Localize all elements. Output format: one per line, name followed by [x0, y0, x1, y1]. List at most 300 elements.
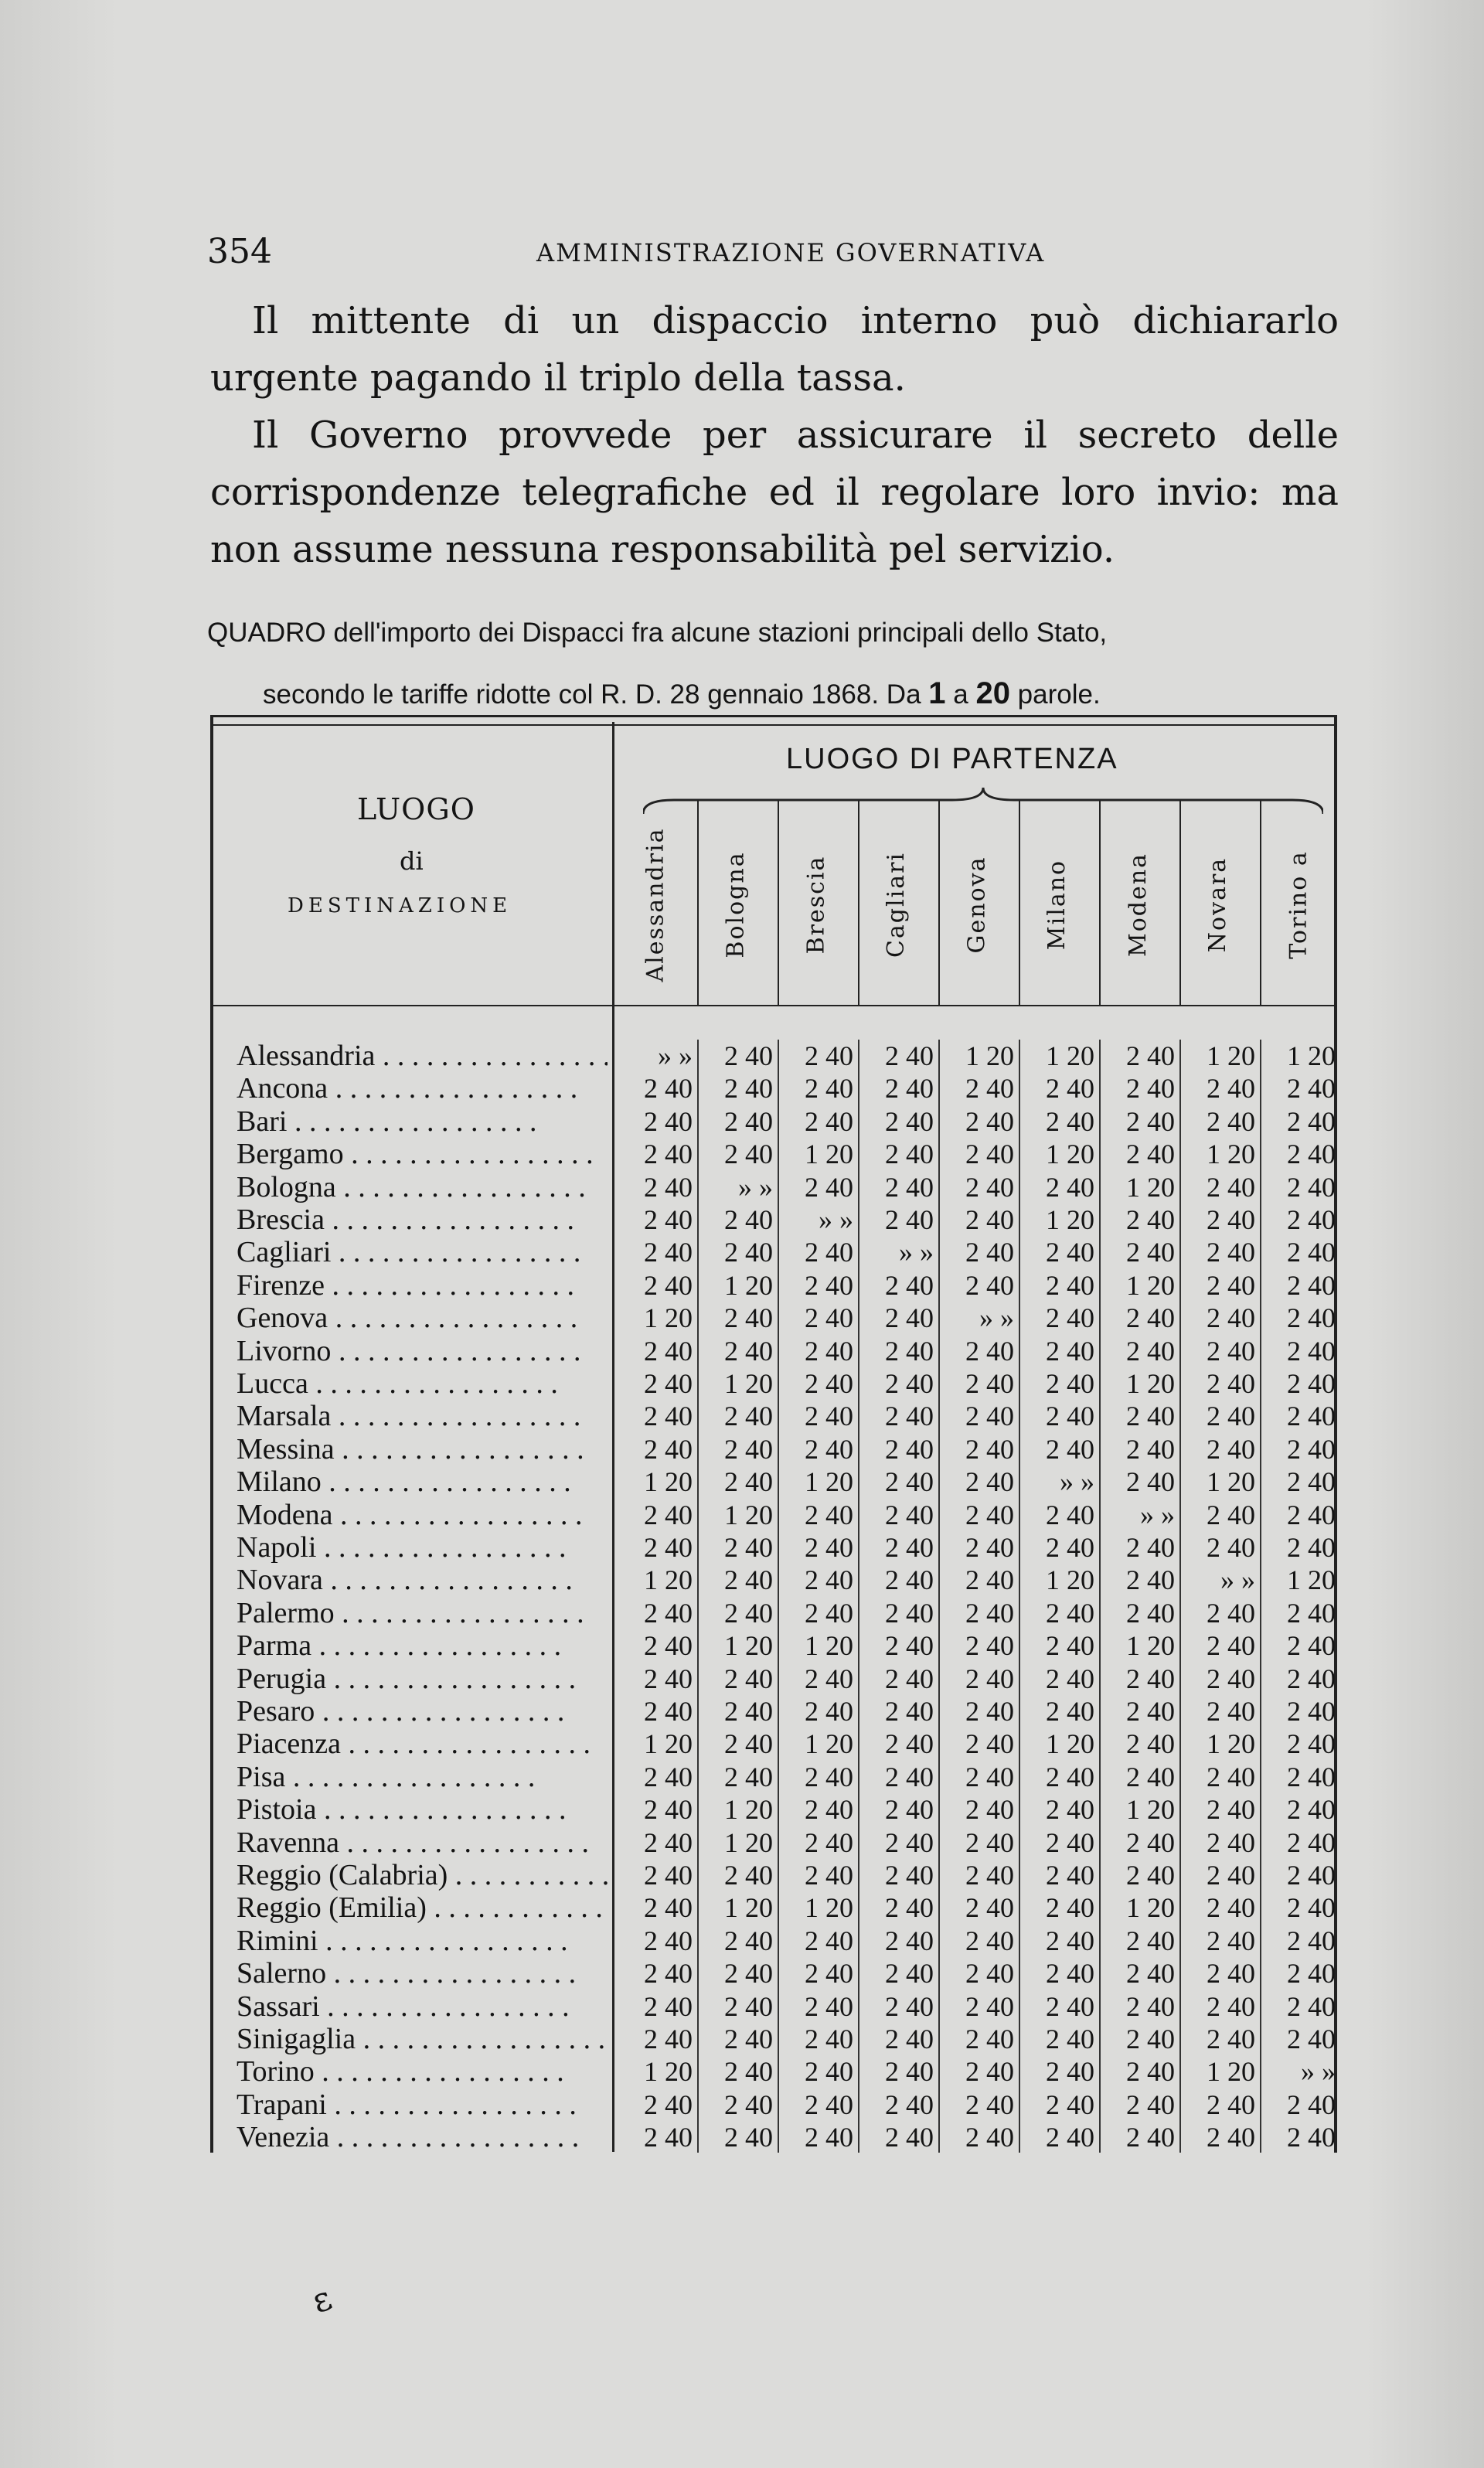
tariff-cell: 2 40 [885, 2122, 934, 2153]
tariff-cell: 2 40 [805, 1826, 853, 1858]
tariff-cell: 2 40 [1046, 1990, 1094, 2022]
tariff-cell: 2 40 [885, 1532, 934, 1563]
destination-name: Lucca . . . [237, 1367, 608, 1400]
column-header-label: Modena [1124, 852, 1152, 957]
tariff-cell: 1 20 [805, 1728, 853, 1760]
tariff-cell: 2 40 [1126, 1040, 1175, 1071]
tariff-cell: 2 40 [1287, 1728, 1336, 1760]
tariff-cell: 2 40 [885, 1958, 934, 1990]
tariff-cell: 2 40 [1126, 1139, 1175, 1170]
tariff-cell: 1 20 [724, 1269, 773, 1301]
tariff-cell: 2 40 [1287, 1466, 1336, 1498]
tariff-cell: 2 40 [805, 1302, 853, 1334]
destination-name: Cagliari . . . [237, 1236, 608, 1268]
tariff-cell: 2 40 [1287, 1630, 1336, 1662]
tariff-cell: 2 40 [1046, 1499, 1094, 1530]
tariff-cell: » » [658, 1040, 693, 1071]
tariff-cell: 2 40 [1046, 1368, 1094, 1399]
tariff-cell: 2 40 [805, 1499, 853, 1530]
tariff-cell: 2 40 [885, 1499, 934, 1530]
tariff-cell: 1 20 [1207, 1139, 1255, 1170]
tariff-cell: 2 40 [805, 1958, 853, 1990]
column-header [1179, 808, 1257, 1001]
tariff-cell: 2 40 [644, 1532, 693, 1563]
tariff-cell: 2 40 [805, 1433, 853, 1465]
tariff-cell: 2 40 [724, 1925, 773, 1956]
tariff-cell: 2 40 [1046, 1237, 1094, 1268]
tariff-cell: 2 40 [805, 1368, 853, 1399]
table-row [210, 1663, 1337, 1695]
tariff-cell: 2 40 [1207, 1433, 1255, 1465]
tariff-cell: 2 40 [644, 1269, 693, 1301]
tariff-cell: 2 40 [644, 1860, 693, 1891]
tariff-cell: 2 40 [1126, 1958, 1175, 1990]
tariff-cell: 2 40 [1126, 1433, 1175, 1465]
tariff-cell: 2 40 [644, 1073, 693, 1105]
tariff-cell: 2 40 [724, 1105, 773, 1137]
tariff-cell: 2 40 [1046, 1171, 1094, 1203]
tariff-cell: 2 40 [885, 1302, 934, 1334]
tariff-cell: 2 40 [724, 1139, 773, 1170]
tariff-cell: 2 40 [1046, 1532, 1094, 1563]
tariff-cell: 2 40 [1207, 1302, 1255, 1334]
tariff-cell: 2 40 [1287, 1269, 1336, 1301]
destination-name: Piacenza . . . [237, 1728, 608, 1760]
destination-name: Reggio (Calabria) . . . [237, 1859, 608, 1891]
destination-name: Reggio (Emilia) . . . [237, 1891, 608, 1924]
tariff-cell: 2 40 [724, 1564, 773, 1596]
table-row [210, 1499, 1337, 1531]
tariff-cell: 2 40 [805, 2088, 853, 2120]
tariff-cell: 2 40 [644, 1892, 693, 1924]
paragraph-urgent: Il mittente di un dispaccio interno può dichiararlo urgente pagando il triplo della tassa. [210, 299, 1339, 400]
tariff-cell: 2 40 [1126, 1597, 1175, 1629]
tariff-cell: 2 40 [1207, 1663, 1255, 1694]
header-rule-left [210, 1005, 612, 1006]
tariff-cell: 2 40 [805, 1597, 853, 1629]
table-caption [207, 603, 1343, 725]
tariff-cell: 2 40 [1207, 1171, 1255, 1203]
tariff-cell: 1 20 [1207, 2056, 1255, 2088]
tariff-cell: 2 40 [885, 1171, 934, 1203]
tariff-cell: » » [1220, 1564, 1255, 1596]
tariff-cell: 1 20 [1207, 1040, 1255, 1071]
tariff-cell: 2 40 [965, 1499, 1014, 1530]
destination-name: Firenze . . . [237, 1269, 608, 1302]
column-separator [697, 1040, 699, 2153]
tariff-cell: 2 40 [885, 1401, 934, 1432]
tariff-cell: 2 40 [724, 1958, 773, 1990]
tariff-table [210, 715, 1337, 2153]
tariff-cell: 2 40 [1287, 1696, 1336, 1727]
table-row [210, 2121, 1337, 2153]
tariff-cell: 2 40 [965, 1139, 1014, 1170]
tariff-cell: 1 20 [1207, 1728, 1255, 1760]
table-row [210, 1203, 1337, 1236]
tariff-cell: 2 40 [965, 1925, 1014, 1956]
column-header-label: Alessandria [642, 826, 669, 982]
tariff-cell: 2 40 [1046, 1826, 1094, 1858]
tariff-cell: 2 40 [724, 1237, 773, 1268]
tariff-cell: 2 40 [724, 1696, 773, 1727]
tariff-cell: 2 40 [965, 1597, 1014, 1629]
destination-name: Pesaro . . . [237, 1695, 608, 1728]
column-separator [1019, 1040, 1020, 2153]
tariff-cell: 2 40 [1207, 1990, 1255, 2022]
tariff-cell: 2 40 [1287, 1860, 1336, 1891]
tariff-cell: 2 40 [724, 1761, 773, 1792]
tariff-cell: 2 40 [1126, 1237, 1175, 1268]
destination-name: Alessandria . . . [237, 1040, 608, 1072]
tariff-cell: 2 40 [1046, 1433, 1094, 1465]
column-header-label: Genova [963, 856, 991, 953]
destination-name: Modena . . . [237, 1499, 608, 1531]
tariff-cell: 2 40 [1287, 2122, 1336, 2153]
tariff-cell: 2 40 [644, 2122, 693, 2153]
tariff-cell: 2 40 [724, 1433, 773, 1465]
destination-name: Pistoia . . . [237, 1793, 608, 1826]
row-header-destinazione: DESTINAZIONE [288, 894, 512, 917]
destination-name: Perugia . . . [237, 1663, 608, 1695]
tariff-cell: 2 40 [1126, 1860, 1175, 1891]
tariff-cell: 2 40 [1287, 1532, 1336, 1563]
tariff-cell: 2 40 [1207, 1761, 1255, 1792]
tariff-cell: 2 40 [965, 1728, 1014, 1760]
table-row [210, 1531, 1337, 1564]
tariff-cell: 2 40 [885, 1663, 934, 1694]
tariff-cell: 2 40 [965, 1401, 1014, 1432]
tariff-cell: 2 40 [1126, 1990, 1175, 2022]
table-row [210, 1793, 1337, 1826]
column-header-label: Torino a [1285, 849, 1312, 959]
destination-name: Marsala . . . [237, 1400, 608, 1432]
table-row [210, 1564, 1337, 1596]
tariff-cell: 2 40 [1287, 1499, 1336, 1530]
tariff-cell: 2 40 [644, 1958, 693, 1990]
tariff-cell: 2 40 [1207, 2088, 1255, 2120]
tariff-cell: 2 40 [1207, 2024, 1255, 2054]
table-row [210, 1728, 1337, 1760]
destination-name: Bergamo . . . [237, 1138, 608, 1170]
tariff-cell: 2 40 [724, 1466, 773, 1498]
table-row [210, 1302, 1337, 1334]
tariff-cell: 2 40 [885, 1696, 934, 1727]
tariff-cell: 2 40 [885, 1139, 934, 1170]
tariff-cell: 2 40 [1046, 1073, 1094, 1105]
tariff-cell: 1 20 [644, 2056, 693, 2088]
tariff-cell: 2 40 [805, 2056, 853, 2088]
tariff-cell: 1 20 [644, 1728, 693, 1760]
tariff-cell: 2 40 [644, 1597, 693, 1629]
destination-name: Livorno . . . [237, 1335, 608, 1367]
tariff-cell: 2 40 [965, 2056, 1014, 2088]
tariff-cell: 2 40 [1126, 1401, 1175, 1432]
tariff-cell: 1 20 [1126, 1269, 1175, 1301]
tariff-cell: 2 40 [965, 1466, 1014, 1498]
tariff-cell: 1 20 [1046, 1728, 1094, 1760]
tariff-cell: 1 20 [724, 1499, 773, 1530]
tariff-cell: 2 40 [724, 1728, 773, 1760]
tariff-cell: 2 40 [1207, 1532, 1255, 1563]
tariff-cell: 2 40 [1207, 1499, 1255, 1530]
column-header [1260, 808, 1337, 1001]
tariff-cell: 2 40 [805, 1860, 853, 1891]
tariff-cell: 1 20 [1207, 1466, 1255, 1498]
column-header-separator [697, 800, 699, 1005]
tariff-cell: 2 40 [1046, 1860, 1094, 1891]
tariff-cell: 2 40 [1126, 1532, 1175, 1563]
tariff-cell: 2 40 [1046, 1794, 1094, 1826]
table-row [210, 1695, 1337, 1728]
table-row [210, 1138, 1337, 1170]
tariff-cell: 2 40 [965, 1532, 1014, 1563]
caption-line-2-end: parole. [1009, 679, 1101, 710]
tariff-cell: 2 40 [1287, 1204, 1336, 1235]
tariff-cell: 2 40 [965, 2122, 1014, 2153]
tariff-cell: 1 20 [644, 1302, 693, 1334]
tariff-cell: 2 40 [644, 1499, 693, 1530]
tariff-cell: 2 40 [1046, 1401, 1094, 1432]
tariff-cell: 2 40 [1046, 1630, 1094, 1662]
tariff-cell: 2 40 [965, 2088, 1014, 2120]
tariff-cell: 2 40 [805, 1696, 853, 1727]
tariff-cell: 2 40 [1126, 1302, 1175, 1334]
destination-name: Milano . . . [237, 1465, 608, 1498]
tariff-cell: 2 40 [965, 1958, 1014, 1990]
tariff-cell: 2 40 [1287, 1073, 1336, 1105]
tariff-cell: 2 40 [644, 1105, 693, 1137]
tariff-cell: 2 40 [1207, 1794, 1255, 1826]
tariff-cell: 1 20 [805, 1630, 853, 1662]
tariff-cell: 2 40 [1046, 1597, 1094, 1629]
tariff-cell: 1 20 [1126, 1794, 1175, 1826]
tariff-cell: 2 40 [724, 1532, 773, 1563]
tariff-cell: 2 40 [885, 1728, 934, 1760]
tariff-cell: 2 40 [885, 1433, 934, 1465]
tariff-cell: 2 40 [1046, 1892, 1094, 1924]
tariff-cell: 2 40 [965, 1696, 1014, 1727]
tariff-cell: 2 40 [885, 2056, 934, 2088]
column-separator [1179, 1040, 1181, 2153]
tariff-cell: 2 40 [724, 1663, 773, 1694]
tariff-cell: 2 40 [1207, 1335, 1255, 1367]
destination-name: Genova . . . [237, 1302, 608, 1334]
column-header [1099, 808, 1176, 1001]
tariff-cell: 2 40 [1126, 1466, 1175, 1498]
table-row [210, 1891, 1337, 1924]
tariff-cell: 1 20 [1046, 1204, 1094, 1235]
tariff-cell: 2 40 [885, 1630, 934, 1662]
tariff-cell: 2 40 [1287, 1794, 1336, 1826]
tariff-cell: 2 40 [1126, 1335, 1175, 1367]
tariff-cell: 2 40 [1207, 2122, 1255, 2153]
column-header-label: Milano [1043, 859, 1071, 950]
tariff-cell: 2 40 [1287, 1237, 1336, 1268]
table-row [210, 1859, 1337, 1891]
tariff-cell: 2 40 [1207, 1237, 1255, 1268]
tariff-cell: 2 40 [885, 1204, 934, 1235]
tariff-cell: 2 40 [805, 1073, 853, 1105]
tariff-cell: 2 40 [965, 2024, 1014, 2054]
tariff-cell: 2 40 [885, 1105, 934, 1137]
tariff-cell: 2 40 [965, 1630, 1014, 1662]
column-header-separator [1260, 800, 1261, 1005]
table-row [210, 1335, 1337, 1367]
tariff-cell: 2 40 [1207, 1892, 1255, 1924]
column-separator [778, 1040, 779, 2153]
tariff-cell: 1 20 [805, 1892, 853, 1924]
tariff-cell: 2 40 [1287, 1958, 1336, 1990]
tariff-cell: 2 40 [965, 1433, 1014, 1465]
tariff-cell: 2 40 [1046, 1696, 1094, 1727]
tariff-cell: » » [1140, 1499, 1175, 1530]
column-header-separator [1099, 800, 1101, 1005]
tariff-cell: 1 20 [1126, 1630, 1175, 1662]
tariff-cell: 2 40 [644, 1696, 693, 1727]
destination-name: Ancona . . . [237, 1072, 608, 1105]
column-header-label: Brescia [802, 855, 830, 954]
tariff-cell: 2 40 [1287, 1105, 1336, 1137]
tariff-cell: 2 40 [885, 1925, 934, 1956]
destination-name: Napoli . . . [237, 1531, 608, 1564]
tariff-cell: 2 40 [644, 1204, 693, 1235]
tariff-cell: 2 40 [1287, 1990, 1336, 2022]
tariff-cell: 2 40 [885, 1269, 934, 1301]
tariff-cell: 2 40 [1207, 1630, 1255, 1662]
tariff-cell: 2 40 [885, 1466, 934, 1498]
tariff-cell: 2 40 [1207, 1860, 1255, 1891]
table-row [210, 2088, 1337, 2121]
tariff-cell: 2 40 [644, 1139, 693, 1170]
tariff-cell: 2 40 [805, 1237, 853, 1268]
column-header-separator [858, 800, 859, 1005]
tariff-cell: 1 20 [1126, 1892, 1175, 1924]
tariff-cell: 2 40 [885, 1597, 934, 1629]
tariff-cell: 2 40 [805, 1663, 853, 1694]
row-header-luogo: LUOGO [357, 792, 475, 826]
tariff-cell: 2 40 [1046, 1925, 1094, 1956]
tariff-cell: 2 40 [965, 1269, 1014, 1301]
column-separator [858, 1040, 859, 2153]
column-header-label: Bologna [722, 850, 750, 958]
table-row [210, 1072, 1337, 1105]
tariff-cell: 2 40 [885, 1794, 934, 1826]
tariff-cell: 2 40 [1207, 1368, 1255, 1399]
tariff-cell: 2 40 [1046, 1663, 1094, 1694]
tariff-cell: 1 20 [1046, 1564, 1094, 1596]
tariff-cell: 2 40 [1126, 2088, 1175, 2120]
destination-name: Novara . . . [237, 1564, 608, 1596]
caption-words-from: 1 [928, 676, 946, 710]
tariff-cell: 1 20 [644, 1466, 693, 1498]
tariff-cell: 2 40 [644, 1237, 693, 1268]
column-header [697, 808, 774, 1001]
tariff-cell: 2 40 [1287, 1401, 1336, 1432]
column-header [858, 808, 935, 1001]
tariff-cell: 2 40 [644, 1433, 693, 1465]
tariff-cell: » » [1301, 2056, 1336, 2088]
caption-words-to: 20 [975, 676, 1010, 710]
tariff-cell: 2 40 [805, 1761, 853, 1792]
destination-name: Trapani . . . [237, 2088, 608, 2121]
tariff-cell: 2 40 [644, 1990, 693, 2022]
tariff-cell: 2 40 [1046, 1958, 1094, 1990]
column-separator [1260, 1040, 1261, 2153]
tariff-cell: 2 40 [1126, 1105, 1175, 1137]
tariff-cell: 2 40 [1126, 1564, 1175, 1596]
tariff-cell: 2 40 [724, 2122, 773, 2153]
tariff-cell: 2 40 [1287, 1139, 1336, 1170]
tariff-cell: 2 40 [1046, 2088, 1094, 2120]
tariff-cell: 2 40 [965, 1794, 1014, 1826]
tariff-cell: 2 40 [1207, 1696, 1255, 1727]
tariff-cell: 2 40 [885, 1368, 934, 1399]
tariff-cell: 2 40 [965, 1368, 1014, 1399]
table-row [210, 1597, 1337, 1629]
tariff-cell: 2 40 [724, 1335, 773, 1367]
tariff-cell: 2 40 [644, 1826, 693, 1858]
tariff-cell: 2 40 [1126, 1696, 1175, 1727]
table-row [210, 1761, 1337, 1793]
tariff-cell: 2 40 [1126, 2122, 1175, 2153]
tariff-cell: 2 40 [885, 1990, 934, 2022]
tariff-cell: 2 40 [724, 1401, 773, 1432]
ink-mark: ɛ [306, 2278, 337, 2322]
tariff-cell: 2 40 [1287, 2088, 1336, 2120]
tariff-cell: 2 40 [805, 1532, 853, 1563]
column-header [1019, 808, 1096, 1001]
tariff-cell: 2 40 [1046, 1761, 1094, 1792]
tariff-cell: 2 40 [1287, 1892, 1336, 1924]
tariff-cell: 1 20 [1126, 1171, 1175, 1203]
tariff-cell: 2 40 [885, 2024, 934, 2054]
tariff-cell: 2 40 [1126, 1826, 1175, 1858]
tariff-cell: 2 40 [885, 1860, 934, 1891]
tariff-cell: 2 40 [1126, 2024, 1175, 2054]
tariff-cell: 2 40 [885, 1040, 934, 1071]
caption-line-2-mid: a [945, 679, 976, 710]
tariff-cell: 2 40 [1207, 1597, 1255, 1629]
destination-name: Palermo . . . [237, 1597, 608, 1629]
tariff-cell: 1 20 [644, 1564, 693, 1596]
running-head [207, 232, 1336, 278]
header-rule-right [612, 1005, 1337, 1006]
destination-name: Sinigaglia . . . [237, 2023, 608, 2055]
tariff-cell: 2 40 [724, 2024, 773, 2054]
destination-name: Rimini . . . [237, 1925, 608, 1957]
tariff-cell: 2 40 [1287, 1597, 1336, 1629]
tariff-cell: 1 20 [724, 1368, 773, 1399]
table-row [210, 1269, 1337, 1302]
tariff-cell: 1 20 [805, 1466, 853, 1498]
tariff-cell: 2 40 [965, 1335, 1014, 1367]
tariff-cell: 1 20 [1046, 1040, 1094, 1071]
tariff-cell: 2 40 [1287, 1302, 1336, 1334]
destination-name: Torino . . . [237, 2055, 608, 2088]
tariff-cell: 2 40 [965, 1663, 1014, 1694]
tariff-cell: 2 40 [965, 1761, 1014, 1792]
tariff-cell: 2 40 [724, 1860, 773, 1891]
tariff-cell: 2 40 [965, 1892, 1014, 1924]
destination-name: Venezia . . . [237, 2121, 608, 2153]
tariff-cell: 1 20 [724, 1826, 773, 1858]
column-separator [938, 1040, 940, 2153]
table-row [210, 2055, 1337, 2088]
column-header [617, 808, 694, 1001]
tariff-cell: 2 40 [1207, 1925, 1255, 1956]
tariff-cell: 2 40 [1287, 2024, 1336, 2054]
tariff-cell: 2 40 [885, 1761, 934, 1792]
